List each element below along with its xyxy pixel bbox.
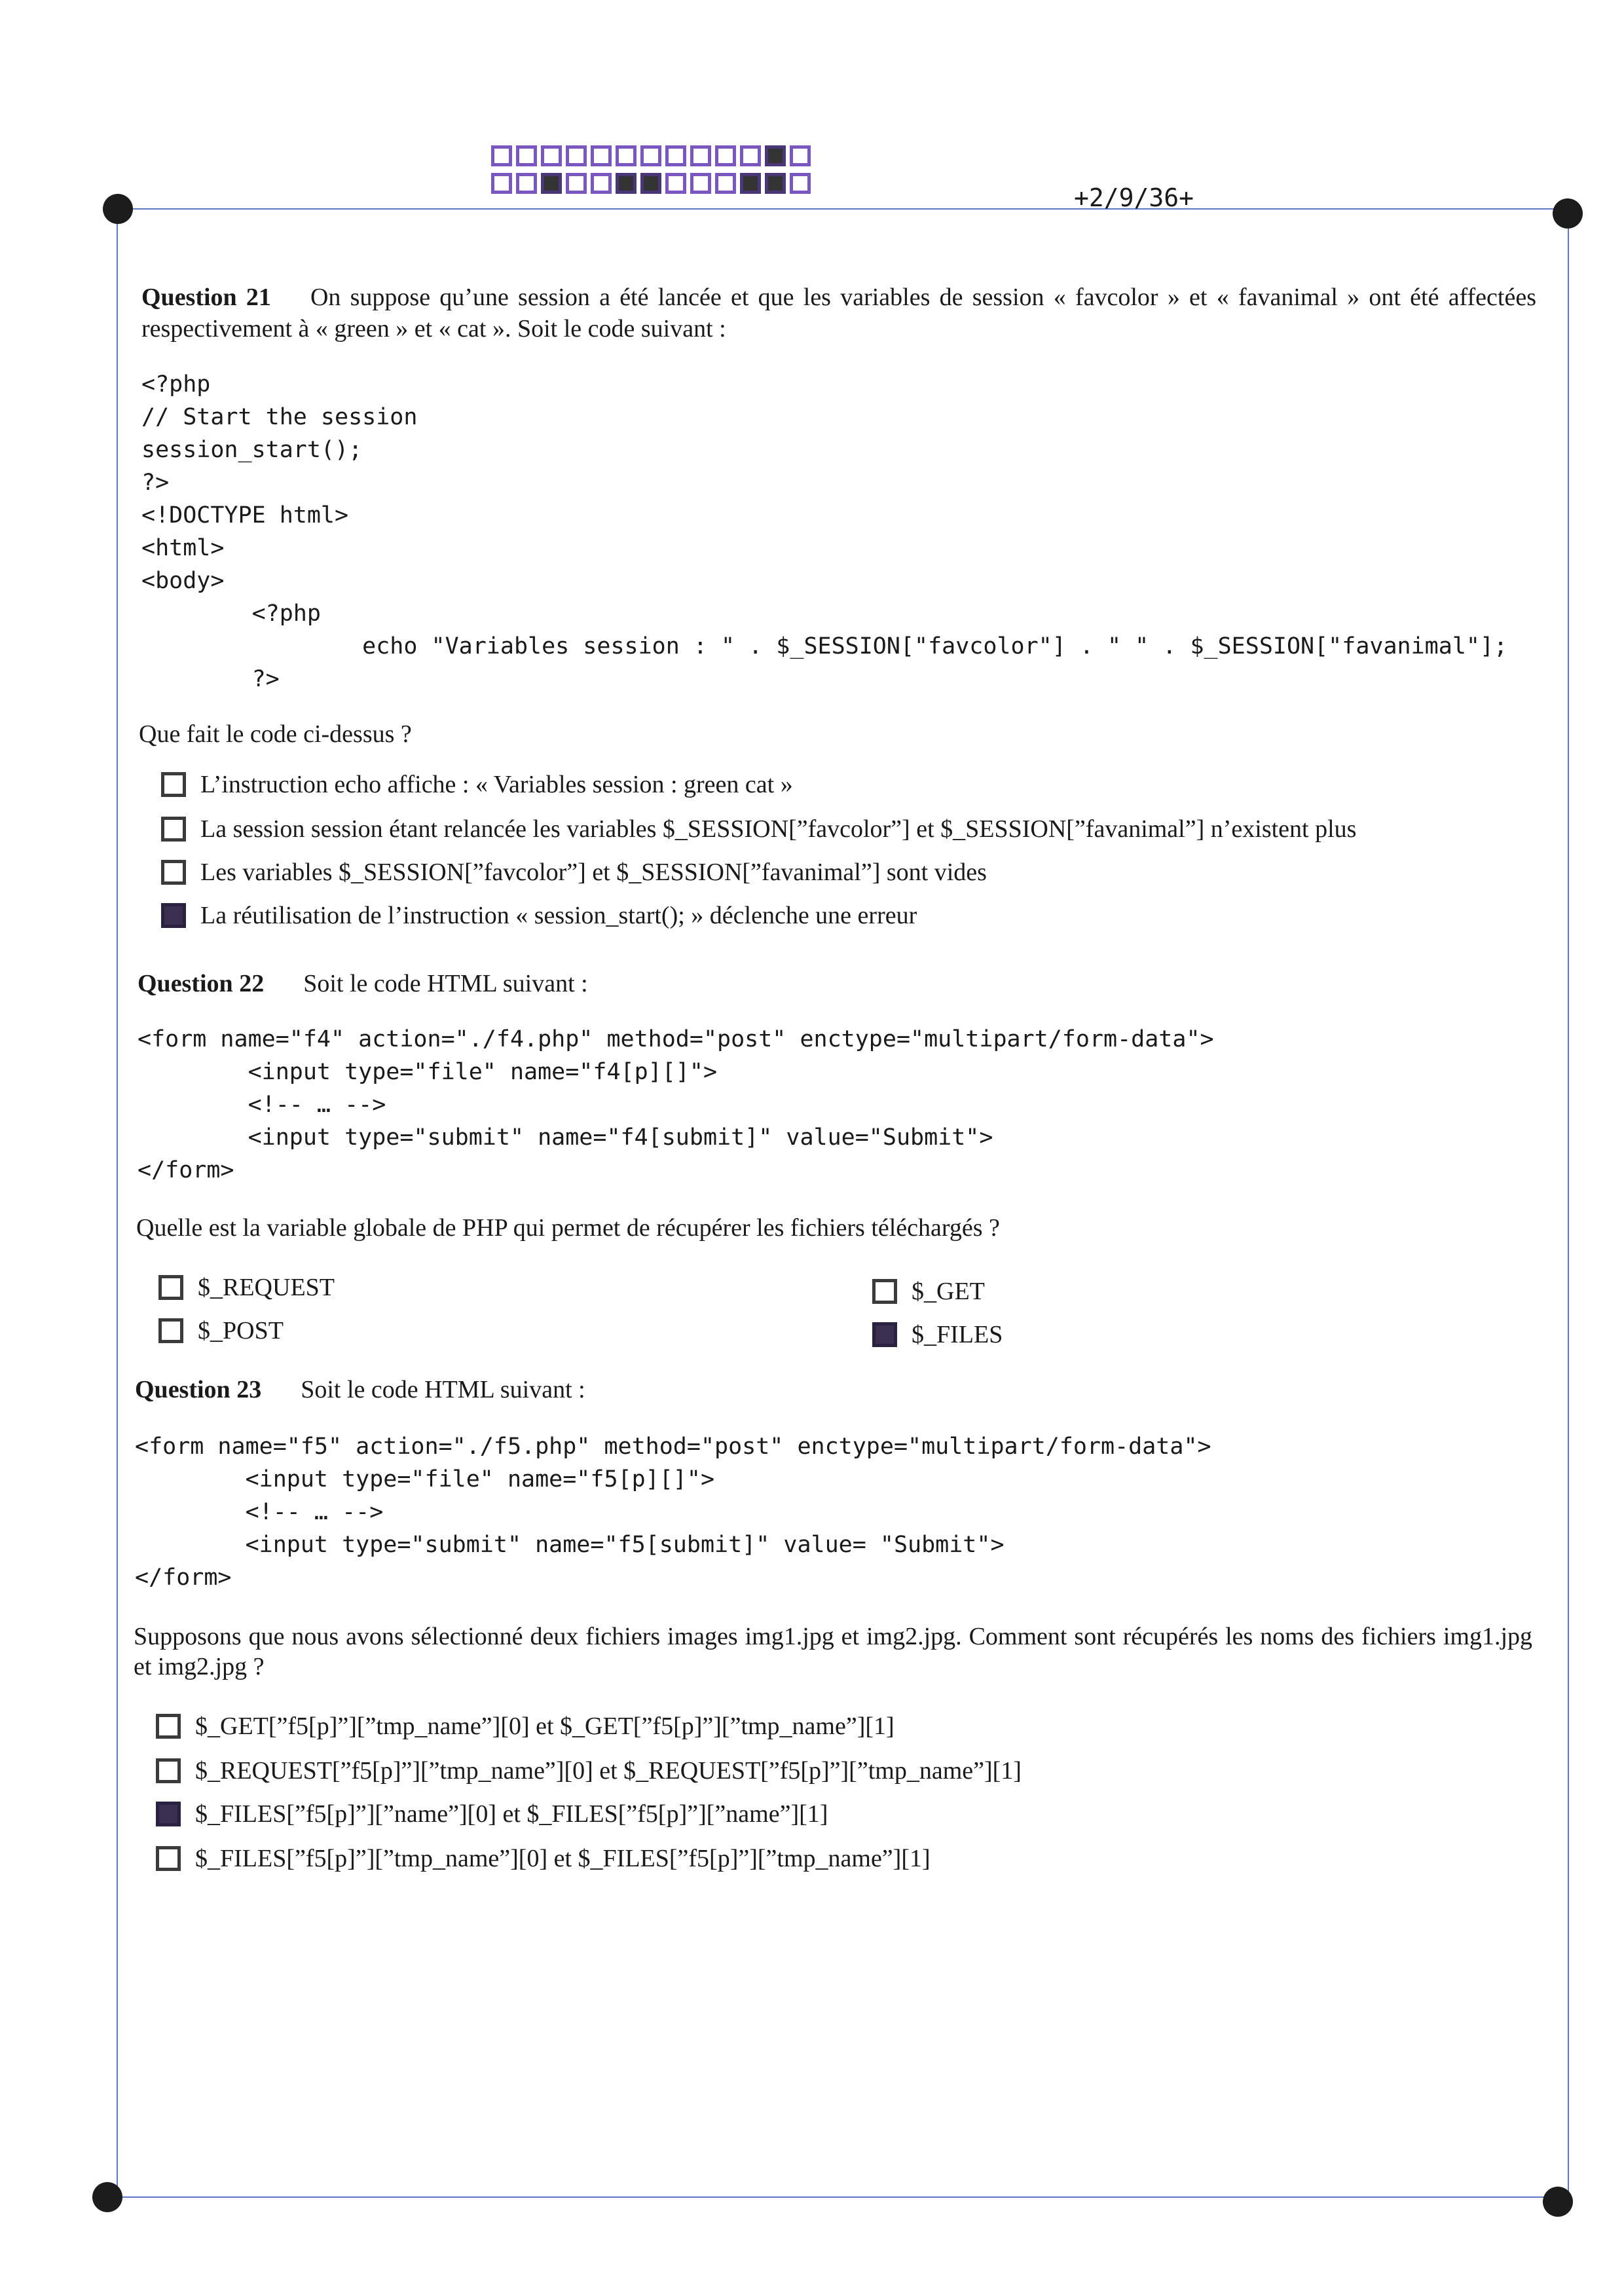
id-cell — [740, 145, 761, 166]
q22-checkbox-get[interactable] — [872, 1279, 897, 1304]
q22-answer-request[interactable] — [158, 1273, 335, 1302]
q21-answer-b[interactable] — [161, 815, 1356, 843]
q23-checkbox-b[interactable] — [156, 1758, 181, 1783]
q23-label: Question 23 — [135, 1376, 262, 1403]
id-cell — [566, 145, 587, 166]
q21-prompt: On suppose qu’une session a été lancée et que les variables de session « favcolor » et « favanimal » ont été affectées respectivement à « green » et « cat ». Soit le code suivant : — [141, 284, 1536, 343]
q21-checkbox-c[interactable] — [161, 860, 186, 885]
page-identifier: +2/9/36+ — [1074, 183, 1194, 212]
id-cell — [790, 145, 811, 166]
q21-code: <?php // Start the session session_start(); ?> <!DOCTYPE html> <html> <body> <?php echo "Variables session : " . $_SESSION["favcolor"] . " " . $_SESSION["favanimal"]; ?> — [141, 371, 1508, 692]
q23-answer-d-text: $_FILES[”f5[p]”][”tmp_name”][0] et $_FILES[”f5[p]”][”tmp_name”][1] — [195, 1845, 931, 1872]
q22-answer-post-text: $_POST — [198, 1317, 284, 1344]
q23-checkbox-c[interactable] — [156, 1802, 181, 1826]
id-cell — [541, 145, 562, 166]
id-cell — [616, 145, 637, 166]
q23-checkbox-a[interactable] — [156, 1714, 181, 1739]
id-cell — [765, 145, 786, 166]
student-id-grid — [491, 145, 811, 200]
q23-block — [135, 1374, 585, 1405]
q21-label: Question 21 — [141, 284, 271, 311]
q22-code: <form name="f4" action="./f4.php" method="post" enctype="multipart/form-data"> <input type="file" name="f4[p][]"> <!-- … --> <input type="submit" name="f4[submit]" value="Submit"> </form> — [138, 1026, 1214, 1183]
q23-checkbox-d[interactable] — [156, 1846, 181, 1871]
q21-answer-c[interactable] — [161, 858, 987, 887]
q22-label: Question 22 — [138, 970, 265, 997]
q21-checkbox-a[interactable] — [161, 772, 186, 797]
q22-prompt: Soit le code HTML suivant : — [303, 970, 588, 997]
q23-answer-c[interactable] — [156, 1800, 828, 1828]
q21-checkbox-d[interactable] — [161, 903, 186, 928]
q21-answer-c-text: Les variables $_SESSION[”favcolor”] et $_SESSION[”favanimal”] sont vides — [200, 859, 987, 886]
id-row-1 — [491, 145, 811, 166]
id-cell — [491, 145, 512, 166]
id-cell — [616, 173, 637, 194]
q22-answer-files-text: $_FILES — [912, 1321, 1003, 1348]
id-cell — [591, 173, 612, 194]
q22-answer-post[interactable] — [158, 1316, 284, 1345]
q21-answer-a[interactable] — [161, 770, 793, 799]
id-cell — [491, 173, 512, 194]
q23-answer-a[interactable] — [156, 1712, 895, 1741]
id-cell — [715, 145, 736, 166]
id-row-2 — [491, 173, 811, 194]
corner-mark-top-left — [103, 194, 133, 224]
id-cell — [690, 145, 711, 166]
q23-answer-a-text: $_GET[”f5[p]”][”tmp_name”][0] et $_GET[”f5[p]”][”tmp_name”][1] — [195, 1713, 895, 1740]
id-cell — [665, 145, 686, 166]
q22-answer-get[interactable] — [872, 1277, 985, 1306]
corner-mark-bottom-left — [92, 2182, 122, 2212]
q21-question: Que fait le code ci-dessus ? — [139, 720, 412, 748]
id-cell — [640, 173, 661, 194]
q22-checkbox-request[interactable] — [158, 1275, 183, 1300]
id-cell — [640, 145, 661, 166]
id-cell — [740, 173, 761, 194]
q23-answer-b[interactable] — [156, 1756, 1022, 1785]
q23-prompt: Soit le code HTML suivant : — [301, 1376, 585, 1403]
id-cell — [566, 173, 587, 194]
id-cell — [516, 173, 537, 194]
q23-answer-d[interactable] — [156, 1844, 931, 1873]
q21-checkbox-b[interactable] — [161, 817, 186, 842]
q23-code: <form name="f5" action="./f5.php" method="post" enctype="multipart/form-data"> <input type="file" name="f5[p][]"> <!-- … --> <input type="submit" name="f5[submit]" value= "Submit"> </form> — [135, 1434, 1211, 1591]
corner-mark-bottom-right — [1543, 2187, 1573, 2217]
q22-checkbox-post[interactable] — [158, 1318, 183, 1343]
id-cell — [715, 173, 736, 194]
q23-answer-b-text: $_REQUEST[”f5[p]”][”tmp_name”][0] et $_REQUEST[”f5[p]”][”tmp_name”][1] — [195, 1757, 1022, 1785]
q23-question: Supposons que nous avons sélectionné deux fichiers images img1.jpg et img2.jpg. Comment sont récupérés les noms des fichiers img1.jpg et img2.jpg ? — [134, 1623, 1532, 1680]
id-cell — [591, 145, 612, 166]
q21-answer-d-text: La réutilisation de l’instruction « session_start(); » déclenche une erreur — [200, 902, 917, 929]
id-cell — [790, 173, 811, 194]
q21-answer-a-text: L’instruction echo affiche : « Variables session : green cat » — [200, 771, 793, 798]
q22-answer-get-text: $_GET — [912, 1278, 985, 1305]
id-cell — [665, 173, 686, 194]
q22-answer-files[interactable] — [872, 1320, 1003, 1349]
q22-block — [138, 968, 588, 999]
q22-question: Quelle est la variable globale de PHP qui permet de récupérer les fichiers téléchargés ? — [136, 1214, 1000, 1242]
q21-answer-b-text: La session session étant relancée les variables $_SESSION[”favcolor”] et $_SESSION[”favanimal”] n’existent plus — [200, 815, 1357, 843]
q22-checkbox-files[interactable] — [872, 1322, 897, 1347]
id-cell — [765, 173, 786, 194]
id-cell — [516, 145, 537, 166]
q22-answer-request-text: $_REQUEST — [198, 1274, 335, 1301]
id-cell — [690, 173, 711, 194]
corner-mark-top-right — [1553, 198, 1583, 229]
q21-block — [141, 282, 1536, 344]
q23-answer-c-text: $_FILES[”f5[p]”][”name”][0] et $_FILES[”f5[p]”][”name”][1] — [195, 1800, 828, 1828]
id-cell — [541, 173, 562, 194]
q21-answer-d[interactable] — [161, 901, 917, 930]
